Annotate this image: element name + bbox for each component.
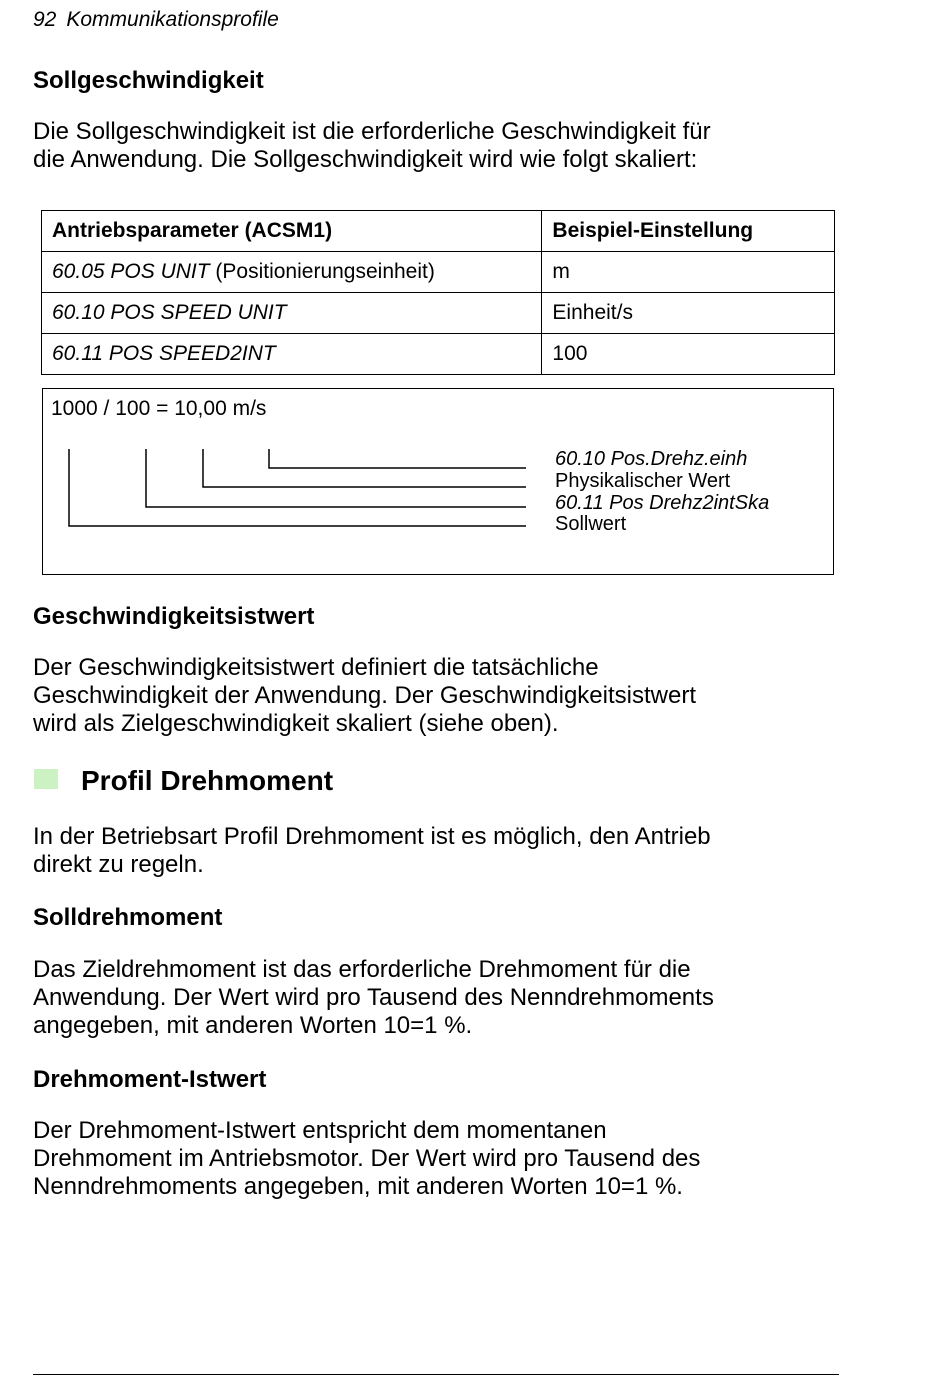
running-section-title: Kommunikationsprofile (66, 8, 279, 31)
table-cell-value: m (542, 252, 835, 293)
footer-rule (33, 1374, 839, 1375)
label-pos-speed-unit: 60.10 Pos.Drehz.einh (555, 448, 748, 470)
label-pos-speed2int: 60.11 Pos Drehz2intSka (555, 492, 770, 514)
paragraph-torque-reference: Das Zieldrehmoment ist das erforderliche Drehmoment für die Anwendung. Der Wert wird pro Tausend des Nenndrehmoments angegeben, mit anderen Worten 10=1 %. (33, 956, 714, 1039)
table-header-row (42, 211, 835, 252)
paragraph-speed-actual: Der Geschwindigkeitsistwert definiert die tatsächliche Geschwindigkeit der Anwendung. Der Geschwindigkeitsistwert wird als Zielgeschwindigkeit skaliert (siehe oben). (33, 654, 696, 737)
parameter-description: (Positionierungseinheit) (209, 260, 435, 283)
heading-profile-torque: Profil Drehmoment (81, 765, 334, 796)
scaling-diagram (42, 388, 834, 575)
label-physical-value: Physikalischer Wert (555, 470, 731, 492)
parameter-table (41, 210, 835, 375)
parameter-name: 60.05 POS UNIT (52, 260, 210, 283)
table-cell-value: Einheit/s (542, 293, 835, 334)
table-row (42, 252, 835, 293)
heading-torque-actual: Drehmoment-Istwert (33, 1066, 267, 1093)
paragraph-profile-torque: In der Betriebsart Profil Drehmoment ist es möglich, den Antrieb direkt zu regeln. (33, 823, 711, 878)
scaling-formula: 1000 / 100 = 10,00 m/s (51, 397, 267, 420)
leader-line-pos-speed-unit (269, 449, 526, 468)
section-marker-square (34, 769, 58, 789)
table-cell-value: 100 (542, 334, 835, 375)
page-number: 92 (33, 8, 57, 31)
heading-speed-actual: Geschwindigkeitsistwert (33, 603, 315, 630)
heading-torque-reference: Solldrehmoment (33, 904, 223, 931)
table-cell-parameter (42, 293, 542, 334)
table-cell-parameter (42, 334, 542, 375)
column-header-parameter: Antriebsparameter (ACSM1) (42, 211, 542, 252)
paragraph-torque-actual: Der Drehmoment-Istwert entspricht dem momentanen Drehmoment im Antriebsmotor. Der Wert wird pro Tausend des Nenndrehmoments angegeben, mit anderen Worten 10=1 %. (33, 1117, 701, 1200)
parameter-name: 60.11 POS SPEED2INT (52, 342, 276, 365)
paragraph-speed-reference: Die Sollgeschwindigkeit ist die erforderliche Geschwindigkeit für die Anwendung. Die Sollgeschwindigkeit wird wie folgt skaliert: (33, 118, 711, 173)
column-header-example: Beispiel-Einstellung (542, 211, 835, 252)
table-row (42, 334, 835, 375)
heading-speed-reference: Sollgeschwindigkeit (33, 67, 264, 94)
table-row (42, 293, 835, 334)
label-reference: Sollwert (555, 513, 627, 535)
page-header (33, 8, 279, 32)
parameter-name: 60.10 POS SPEED UNIT (52, 301, 287, 324)
table-cell-parameter (42, 252, 542, 293)
